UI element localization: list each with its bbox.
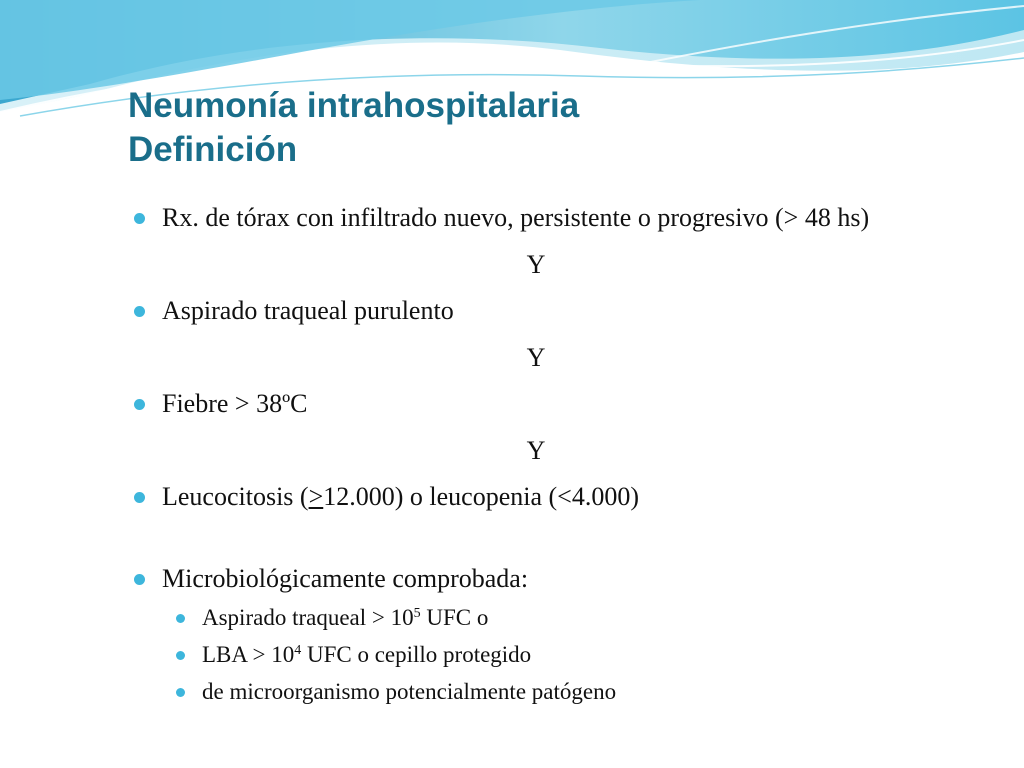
sub-bullet-aspirado-prefix: Aspirado traqueal > 10 bbox=[202, 605, 414, 630]
bullet-item-rx bbox=[134, 201, 954, 235]
bullet-item-microbiologica bbox=[134, 562, 954, 596]
leucocitosis-prefix: Leucocitosis ( bbox=[162, 482, 309, 511]
bullet-item-aspirado bbox=[134, 294, 954, 328]
sub-bullet-lba-prefix: LBA > 10 bbox=[202, 642, 295, 667]
sub-bullet-dot-icon bbox=[176, 688, 185, 697]
bullet-text-aspirado: Aspirado traqueal purulento bbox=[162, 296, 454, 325]
slide-title-line-2: Definición bbox=[128, 130, 298, 169]
sub-bullet-lba bbox=[134, 640, 954, 670]
bullet-text-microbiologica: Microbiológicamente comprobada: bbox=[162, 564, 529, 593]
conjunction-y-1: Y bbox=[526, 250, 546, 279]
bullet-dot-icon bbox=[134, 306, 145, 317]
bullet-item-fiebre bbox=[134, 387, 954, 421]
bullet-text-rx: Rx. de tórax con infiltrado nuevo, persistente o progresivo (> 48 hs) bbox=[162, 203, 870, 232]
exponent-4: 4 bbox=[294, 643, 302, 658]
sub-bullet-aspirado bbox=[134, 603, 954, 633]
bullet-dot-icon bbox=[134, 399, 145, 410]
sub-bullet-lba-suffix: UFC o cepillo protegido bbox=[301, 642, 532, 667]
exponent-5: 5 bbox=[413, 606, 421, 621]
bullet-item-leucocitosis bbox=[134, 480, 954, 514]
slide-title bbox=[128, 84, 948, 172]
sub-bullet-dot-icon bbox=[176, 651, 185, 660]
conjunction-y-2: Y bbox=[526, 343, 546, 372]
sub-bullet-dot-icon bbox=[176, 614, 185, 623]
slide-body bbox=[134, 201, 954, 707]
sub-bullet-microorganismo-text: de microorganismo potencialmente patógeno bbox=[202, 679, 617, 704]
bullet-text-fiebre: Fiebre > 38ºC bbox=[162, 389, 308, 418]
leucocitosis-suffix: 12.000) o leucopenia (<4.000) bbox=[323, 482, 639, 511]
slide-title-line-1: Neumonía intrahospitalaria bbox=[128, 86, 580, 125]
greater-equal-symbol: > bbox=[308, 482, 324, 511]
conjunction-y-3: Y bbox=[526, 436, 546, 465]
sub-bullet-microorganismo bbox=[134, 677, 954, 707]
bullet-dot-icon bbox=[134, 574, 145, 585]
bullet-dot-icon bbox=[134, 213, 145, 224]
sub-bullet-aspirado-suffix: UFC o bbox=[420, 605, 489, 630]
bullet-dot-icon bbox=[134, 492, 145, 503]
